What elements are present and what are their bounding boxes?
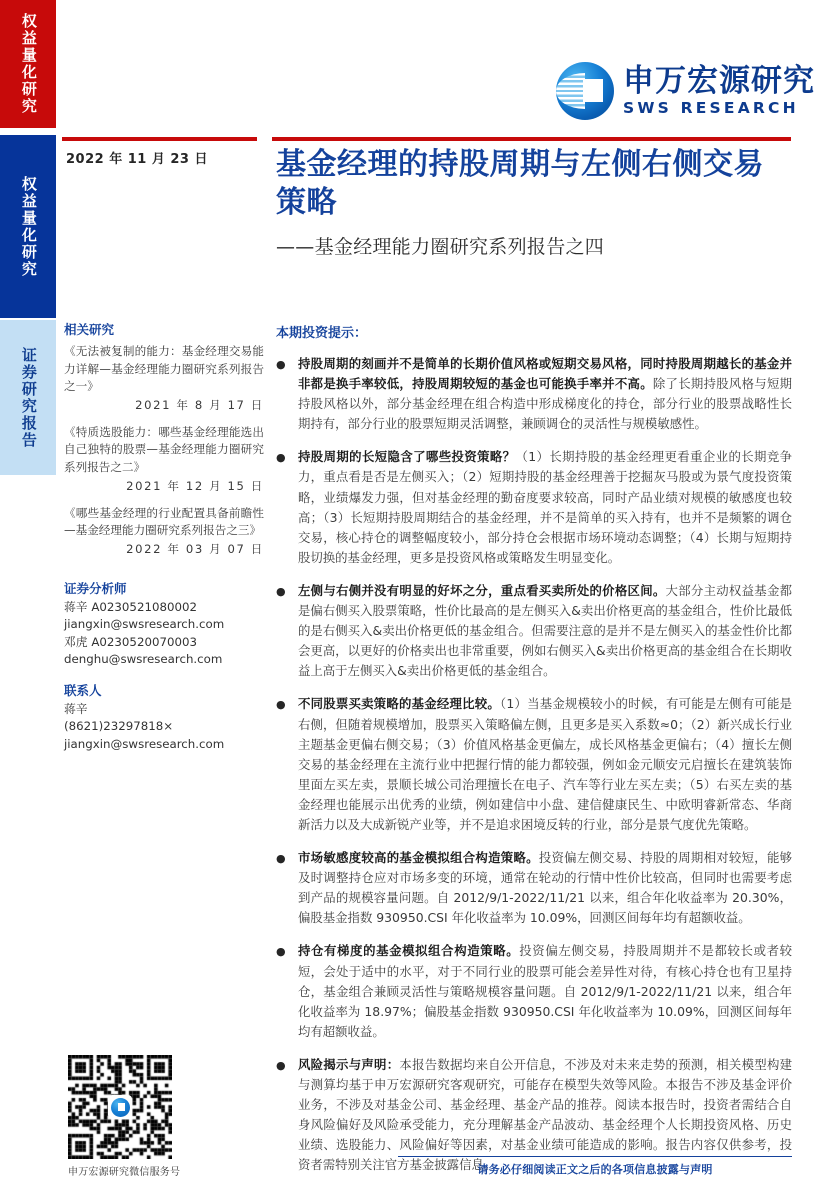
investment-tip-body: 本报告数据均来自公开信息，不涉及对未来走势的预测，相关模型构建与测算均基于申万宏源研究客观研究，可能存在模型失效等风险。本报告不涉及基金评价业务，不涉及对基金公司、基金经理、基金产品的推荐。阅读本报告时，投资者需结合自身风险偏好及风险承受能力，充分理解基金产品波动、基金经理个人长期投资风格、历史业绩、选股能力、风险偏好等因素，对基金业绩可能造成的影响。报告内容仅供参考，投资者需特别关注官方基金披露信息。 bbox=[298, 1056, 793, 1173]
qr-center-logo-icon bbox=[108, 1095, 132, 1119]
contact-phone: (8621)23297818× bbox=[64, 719, 174, 734]
investment-tips-section bbox=[276, 322, 792, 1188]
contact-email[interactable]: jiangxin@swsresearch.com bbox=[64, 736, 225, 751]
related-research-title: 《哪些基金经理的行业配置具备前瞻性—基金经理能力圈研究系列报告之三》 bbox=[64, 505, 264, 538]
related-research-date: 2022 年 03 月 07 日 bbox=[126, 541, 264, 556]
related-research-item[interactable] bbox=[64, 505, 264, 557]
brand-logo bbox=[556, 62, 815, 120]
related-research-item[interactable] bbox=[64, 343, 264, 413]
bullet-dot-icon: ● bbox=[276, 584, 286, 598]
page-subtitle: ——基金经理能力圈研究系列报告之四 bbox=[276, 235, 605, 258]
sidebar-tab-equity-quant-blue bbox=[0, 135, 56, 318]
report-date: 2022 年 11 月 23 日 bbox=[66, 152, 208, 167]
header-rule-left bbox=[62, 137, 257, 141]
related-research-date: 2021 年 8 月 17 日 bbox=[135, 397, 264, 412]
investment-tip-body: （1）长期持股的基金经理更看重企业的长期竞争力，重点看是否是左侧买入；（2）短期持股的基金经理善于挖掘灰马股或为景气度投资策略，业绩爆发力强，但对基金经理的勤奋度要求较高，同时产品业绩对规模的敏感度也较高；（3）长短期持股周期结合的基金经理，并不是简单的买入持有，也并不是频繁的调仓交易，核心持仓的调整幅度较小，部分持仓会根据市场环境动态调整；（4）长期与短期持股切换的基金经理，更多是投资风格或策略发生明显变化。 bbox=[298, 449, 793, 565]
investment-tip-lead: 持股周期的长短隐含了哪些投资策略？ bbox=[298, 449, 516, 465]
related-research-title: 《特质选股能力：哪些基金经理能选出自己独特的股票—基金经理能力圈研究系列报告之二》 bbox=[64, 424, 264, 475]
investment-tip-text bbox=[298, 848, 792, 928]
investment-tip-lead: 市场敏感度较高的基金模拟组合构造策略。 bbox=[298, 850, 539, 866]
investment-tip-lead: 左侧与右侧并没有明显的好坏之分，重点看买卖所处的价格区间。 bbox=[298, 582, 666, 598]
contact-heading: 联系人 bbox=[64, 682, 102, 698]
investment-tip-item bbox=[276, 354, 792, 434]
related-research-item[interactable] bbox=[64, 424, 264, 494]
brand-logo-text bbox=[623, 62, 815, 117]
analyst-email[interactable]: denghu@swsresearch.com bbox=[64, 652, 223, 667]
contact-name: 蒋辛 bbox=[64, 701, 88, 716]
investment-tips-list bbox=[276, 354, 792, 1175]
analyst-name-license: 邓虎 A0230520070003 bbox=[64, 634, 197, 649]
investment-tip-text bbox=[298, 354, 792, 434]
brand-name-cn: 申万宏源研究 bbox=[623, 62, 815, 99]
investment-tip-item bbox=[276, 941, 792, 1041]
investment-tip-item bbox=[276, 581, 792, 681]
bullet-dot-icon: ● bbox=[276, 852, 286, 866]
investment-tip-item bbox=[276, 848, 792, 928]
analyst-heading: 证券分析师 bbox=[64, 580, 127, 596]
footer-divider bbox=[398, 1156, 792, 1157]
sidebar-tab-label: 权益量化研究 bbox=[19, 13, 38, 115]
investment-tip-body: 投资偏左侧交易，持股周期并不是都较长或者较短，会处于适中的水平，对于不同行业的股票可能会差异性对待，有核心持仓也有卫星持仓，基金组合兼顾灵活性与策略规模容量问题。自 2012/9/1-2022/11/21 以来，组合年化收益率为 18.97%；偏股基金指数 930950.CSI 年化收益率为 10.09%，回测区间每年均有超额收益。 bbox=[298, 943, 793, 1039]
investment-tip-lead: 风险揭示与声明： bbox=[298, 1056, 400, 1072]
related-research-date: 2021 年 12 月 15 日 bbox=[126, 478, 264, 493]
title-block bbox=[276, 146, 792, 259]
bullet-dot-icon: ● bbox=[276, 945, 286, 959]
investment-tip-lead: 不同股票买卖策略的基金经理比较。 bbox=[298, 696, 500, 712]
bullet-dot-icon: ● bbox=[276, 451, 286, 465]
related-research-heading: 相关研究 bbox=[64, 322, 115, 337]
investment-tip-text bbox=[298, 447, 792, 568]
investment-tips-heading: 本期投资提示： bbox=[276, 326, 368, 341]
brand-name-en: SWS RESEARCH bbox=[623, 98, 799, 117]
investment-tip-text bbox=[298, 581, 792, 681]
qr-code-image bbox=[68, 1055, 172, 1159]
investment-tip-body: 投资偏左侧交易、持股的周期相对较短，能够及时调整持仓应对市场多变的环境，通常在轮动的行情中性价比较高，但同时也需要考虑到产品的规模容量问题。自 2012/9/1-2022/11/21 以来，组合年化收益率为 20.30%，偏股基金指数 930950.CSI 年化收益率为 10.09%，回测区间每年均有超额收益。 bbox=[298, 850, 793, 926]
investment-tip-body: 大部分主动权益基金都是偏右侧买入股票策略，性价比最高的是左侧买入&卖出价格更高的基金组合，性价比最低的是右侧买入&卖出价格更低的基金组合。但需要注意的是并不是左侧买入的基金性价比都会更高，以更好的价格卖出也非常重要，例如右侧买入&卖出价格更高的基金组合在长期收益上高于左侧买入&卖出价格更低的基金组合。 bbox=[298, 582, 793, 679]
sidebar-tab-label: 权益量化研究 bbox=[19, 175, 38, 278]
qr-caption: 申万宏源研究微信服务号 bbox=[68, 1167, 181, 1178]
bullet-dot-icon: ● bbox=[276, 358, 286, 371]
left-info-column bbox=[64, 320, 264, 753]
page-title: 基金经理的持股周期与左侧右侧交易策略 bbox=[276, 147, 764, 220]
investment-tip-item bbox=[276, 1055, 792, 1176]
investment-tip-lead: 持仓有梯度的基金模拟组合构造策略。 bbox=[298, 943, 520, 959]
sws-logo-icon bbox=[556, 62, 614, 120]
investment-tip-text bbox=[298, 941, 792, 1041]
investment-tip-text bbox=[298, 1055, 792, 1176]
investment-tip-item bbox=[276, 447, 792, 568]
investment-tip-body: （1）当基金规模较小的时候，有可能是左侧有可能是右侧，但随着规模增加，股票买入策略偏左侧，且更多是买入系数≈0；（2）新兴成长行业主题基金更偏右侧交易；（3）价值风格基金更偏左，成长风格基金更偏右；（4）擅长左侧交易的基金经理在主流行业中把握行情的能力都较强，例如金元顺安元启擅长在建筑装饰里面左买左卖，景顺长城公司治理擅长在电子、汽车等行业左买左卖；（5）右买左卖的基金经理也能展示出优秀的业绩，例如建信中小盘、建信健康民生、中欧明睿新常态、华商新活力以及大成新锐产业等，并不是追求困境反转的行业，部分是景气度优先策略。 bbox=[298, 696, 793, 832]
sidebar-tab-securities-report bbox=[0, 320, 56, 475]
wechat-qr-block bbox=[68, 1055, 188, 1178]
vertical-tab-strip bbox=[0, 0, 56, 1169]
analyst-block bbox=[64, 579, 264, 753]
investment-tip-item bbox=[276, 694, 792, 835]
sidebar-tab-equity-quant-red bbox=[0, 0, 56, 128]
sidebar-tab-label: 证券研究报告 bbox=[19, 346, 38, 449]
investment-tip-body: 除了长期持股风格与短期持股风格以外，部分基金经理在组合构造中形成梯度化的持仓，部分行业的股票战略性长期持有，部分行业的股票短期灵活调整，兼顾调仓的灵活性与规模敏感性。 bbox=[298, 376, 793, 432]
investment-tip-text bbox=[298, 694, 792, 835]
analyst-email[interactable]: jiangxin@swsresearch.com bbox=[64, 617, 225, 632]
bullet-dot-icon: ● bbox=[276, 698, 286, 712]
header-rule-right bbox=[272, 137, 791, 141]
related-research-title: 《无法被复制的能力：基金经理交易能力详解—基金经理能力圈研究系列报告之一》 bbox=[64, 344, 264, 394]
analyst-name-license: 蒋辛 A0230521080002 bbox=[64, 599, 197, 614]
bullet-dot-icon: ● bbox=[276, 1058, 286, 1072]
footer-disclaimer: 请务必仔细阅读正文之后的各项信息披露与声明 bbox=[477, 1163, 713, 1176]
investment-tip-lead: 持股周期的刻画并不是简单的长期价值风格或短期交易风格，同时持股周期越长的基金并非都是换手率较低，持股周期较短的基金也可能换手率并不高。 bbox=[298, 356, 792, 392]
